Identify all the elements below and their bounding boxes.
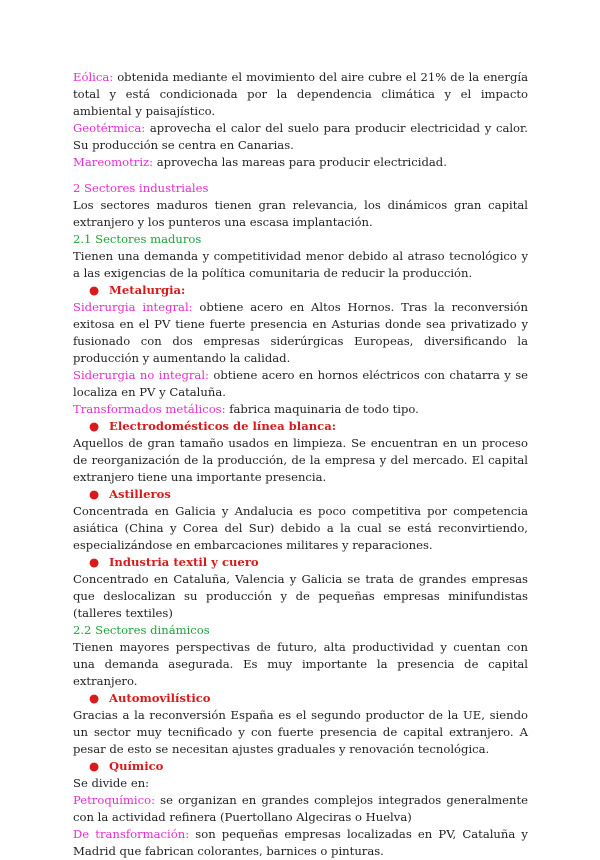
paragraph-transformacion bbox=[73, 826, 528, 860]
bullet-dot-icon: ● bbox=[89, 759, 100, 773]
paragraph-dinamicos: Tienen mayores perspectivas de futuro, alta productividad y cuentan con una demanda asegurada. Es muy importante la presencia de capital extranjero. bbox=[73, 640, 528, 688]
bullet-textil bbox=[73, 554, 528, 571]
document-body bbox=[73, 69, 528, 860]
heading-sectores-maduros: 2.1 Sectores maduros bbox=[73, 232, 202, 246]
term-transformados: Transformados metálicos: bbox=[73, 402, 226, 416]
term-petroquimico: Petroquímico: bbox=[73, 793, 155, 807]
paragraph-intro-sectores: Los sectores maduros tienen gran relevancia, los dinámicos gran capital extranjero y los punteros una escasa implantación. bbox=[73, 198, 528, 229]
term-geotermica: Geotérmica: bbox=[73, 121, 146, 135]
bullet-dot-icon: ● bbox=[89, 283, 100, 297]
bullet-metalurgia bbox=[73, 282, 528, 299]
bullet-label: Químico bbox=[109, 759, 164, 773]
heading-sectores-industriales: 2 Sectores industriales bbox=[73, 181, 209, 195]
text-transformacion: son pequeñas empresas localizadas en PV, Cataluña y Madrid que fabrican colorantes, barnices o pinturas. bbox=[73, 827, 528, 858]
term-siderurgia-no-integral: Siderurgia no integral: bbox=[73, 368, 209, 382]
text-geotermica: aprovecha el calor del suelo para producir electricidad y calor. Su producción se centra en Canarias. bbox=[73, 121, 528, 152]
bullet-label: Industria textil y cuero bbox=[109, 555, 259, 569]
paragraph-maduros: Tienen una demanda y competitividad menor debido al atraso tecnológico y a las exigencias de la política comunitaria de reducir la producción. bbox=[73, 249, 528, 280]
term-mareomotriz: Mareomotriz: bbox=[73, 155, 154, 169]
term-siderurgia-integral: Siderurgia integral: bbox=[73, 300, 193, 314]
term-transformacion: De transformación: bbox=[73, 827, 190, 841]
bullet-dot-icon: ● bbox=[89, 691, 100, 705]
paragraph-mareomotriz bbox=[73, 154, 528, 171]
bullet-dot-icon: ● bbox=[89, 487, 100, 501]
bullet-quimico bbox=[73, 758, 528, 775]
paragraph-siderurgia-integral bbox=[73, 299, 528, 367]
paragraph-petroquimico bbox=[73, 792, 528, 826]
paragraph-astilleros: Concentrada en Galicia y Andalucia es poco competitiva por competencia asiática (China y Corea del Sur) debido a la cual se está reconvirtiendo, especializándose en embarcaciones militares y reparaciones. bbox=[73, 504, 528, 552]
paragraph-eolica bbox=[73, 69, 528, 120]
bullet-label: Electrodomésticos de línea blanca: bbox=[109, 419, 336, 433]
text-petroquimico: se organizan en grandes complejos integrados generalmente con la actividad refinera (Puertollano Algeciras o Huelva) bbox=[73, 793, 528, 824]
text-siderurgia-integral: obtiene acero en Altos Hornos. Tras la reconversión exitosa en el PV tiene fuerte presencia en Asturias donde sea privatizado y fusionado con dos empresas siderúrgicas Europeas, diversificando la producción y aumentando la calidad. bbox=[73, 300, 528, 365]
bullet-astilleros bbox=[73, 486, 528, 503]
bullet-automovilistico bbox=[73, 690, 528, 707]
term-eolica: Eólica: bbox=[73, 70, 114, 84]
bullet-dot-icon: ● bbox=[89, 555, 100, 569]
paragraph-textil: Concentrado en Cataluña, Valencia y Galicia se trata de grandes empresas que deslocalizan su producción y de pequeñas empresas minifundistas (talleres textiles) bbox=[73, 572, 528, 620]
paragraph-se-divide: Se divide en: bbox=[73, 776, 150, 790]
bullet-label: Astilleros bbox=[109, 487, 171, 501]
bullet-label: Automovilístico bbox=[109, 691, 211, 705]
paragraph-electrodomesticos: Aquellos de gran tamaño usados en limpieza. Se encuentran en un proceso de reorganización de la producción, de la empresa y del mercado. El capital extranjero tiene una importante presencia. bbox=[73, 436, 528, 484]
text-siderurgia-no-integral: obtiene acero en hornos eléctricos con chatarra y se localiza en PV y Cataluña. bbox=[73, 368, 529, 399]
paragraph-siderurgia-no-integral bbox=[73, 367, 528, 401]
bullet-dot-icon: ● bbox=[89, 419, 100, 433]
paragraph-transformados bbox=[73, 401, 528, 418]
heading-sectores-dinamicos: 2.2 Sectores dinámicos bbox=[73, 623, 210, 637]
text-eolica: obtenida mediante el movimiento del aire cubre el 21% de la energía total y está condicionada por la dependencia climática y el impacto ambiental y paisajístico. bbox=[73, 70, 528, 118]
text-transformados: fabrica maquinaria de todo tipo. bbox=[225, 402, 419, 416]
paragraph-automovilistico: Gracias a la reconversión España es el segundo productor de la UE, siendo un sector muy tecnificado y con fuerte presencia de capital extranjero. A pesar de esto se necesitan ajustes graduales y renovación tecnológica. bbox=[73, 708, 528, 756]
bullet-electrodomesticos bbox=[73, 418, 528, 435]
bullet-label: Metalurgia: bbox=[109, 283, 186, 297]
paragraph-geotermica bbox=[73, 120, 528, 154]
text-mareomotriz: aprovecha las mareas para producir electricidad. bbox=[153, 155, 447, 169]
